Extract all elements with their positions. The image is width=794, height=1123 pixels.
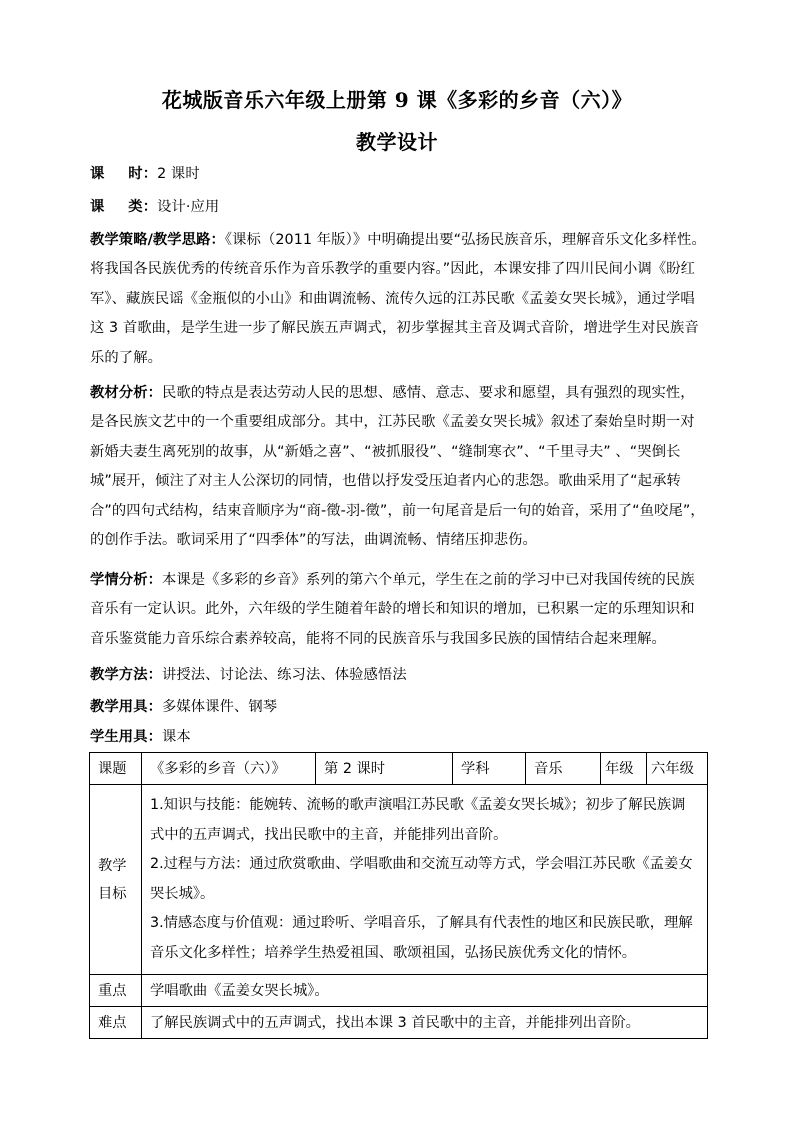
goals-label-line2: 目标 [98,885,127,902]
table-row [90,753,708,785]
table-cell-period: 第 2 课时 [316,753,453,785]
table-row [90,1007,708,1039]
table-cell-difficulty-label: 难点 [90,1007,142,1039]
tools-text: 多媒体课件、钢琴 [161,699,278,715]
goal-process: 2.过程与方法：通过欣赏歌曲、学唱歌曲和交流互动等方式，学会唱江苏民歌《孟姜女哭长城》。 [150,856,693,902]
table-cell-difficulty-text: 了解民族调式中的五声调式，找出本课 3 首民歌中的主音，并能排列出音阶。 [142,1007,708,1039]
strategy-label: 教学策略/教学思路： [90,232,225,248]
document-title: 花城版音乐六年级上册第 9 课《多彩的乡音（六）》 [161,88,633,112]
table-cell-subject-label: 学科 [453,753,526,785]
course-hours-label-a: 课 [90,166,129,182]
students-label: 学情分析： [90,572,162,588]
material-text: 民歌的特点是表达劳动人民的思想、感情、意志、要求和愿望，具有强烈的现实性，是各民族文艺中的一个重要组成部分。其中，江苏民歌《孟姜女哭长城》叙述了秦始皇时期一对新婚夫妻生离死别的故事，从“新婚之喜”、“被抓服役”、“缝制寒衣”、“千里寻夫” 、“哭倒长城”展开，倾注了对主人公深切的同情，也借以抒发受压迫者内心的悲怨。歌曲采用了“起承转合”的四句式结构，结束音顺序为“商-徵-羽-徵”，前一句尾音是后一句的始音，采用了“鱼咬尾”，的创作手法。歌词采用了“四季体”的写法，曲调流畅、情绪压抑悲伤。 [90,385,705,549]
table-cell-key-text: 学唱歌曲《孟姜女哭长城》。 [142,975,708,1007]
table-cell-goals-label [90,785,142,975]
table-cell-goals [142,785,708,975]
course-type-line [90,193,706,222]
table-cell-grade-label: 年级 [601,753,647,785]
course-hours-label-b: 时： [128,166,158,182]
table-cell-topic-label: 课题 [90,753,142,785]
table-row [90,785,708,975]
tools-line [90,693,706,722]
student-tools-text: 课本 [161,729,191,745]
course-hours-line [90,160,706,189]
course-type-label-a: 课 [90,199,129,215]
student-tools-label: 学生用具： [90,729,162,745]
document-subtitle: 教学设计 [356,130,438,154]
students-text: 本课是《多彩的乡音》系列的第六个单元，学生在之前的学习中已对我国传统的民族音乐有一定认识。此外，六年级的学生随着年龄的增长和知识的增加，已积累一定的乐理知识和音乐鉴赏能力音乐综合素养较高，能将不同的民族音乐与我国多民族的国情结合起来理解。 [90,572,695,647]
material-label: 教材分析： [90,385,162,401]
course-hours-value: 2 课时 [157,166,200,182]
goal-emotion: 3.情感态度与价值观：通过聆听、学唱音乐，了解具有代表性的地区和民族民歌，理解音乐文化多样性；培养学生热爱祖国、歌颂祖国，弘扬民族优秀文化的情怀。 [150,915,693,961]
methods-line [90,661,706,690]
student-tools-line [90,723,706,752]
material-paragraph [90,379,706,555]
goals-label-line1: 教学 [98,857,127,874]
strategy-paragraph [90,226,706,373]
table-row [90,975,708,1007]
strategy-text: 《课标（2011 年版）》中明确提出要“弘扬民族音乐，理解音乐文化多样性。将我国各民族优秀的传统音乐作为音乐教学的重要内容。”因此，本课安排了四川民间小调《盼红军》、藏族民谣《金瓶似的小山》和曲调流畅、流传久远的江苏民歌《孟姜女哭长城》，通过学唱这 3 首歌曲，是学生进一步了解民族五声调式，初步掌握其主音及调式音阶，增进学生对民族音乐的了解。 [90,232,706,366]
course-type-label-b: 类： [128,199,158,215]
table-cell-topic-value: 《多彩的乡音（六）》 [142,753,316,785]
methods-text: 讲授法、讨论法、练习法、体验感悟法 [161,667,407,683]
tools-label: 教学用具： [90,699,162,715]
lesson-table [89,752,708,1039]
goal-knowledge: 1.知识与技能：能婉转、流畅的歌声演唱江苏民歌《孟姜女哭长城》；初步了解民族调式中的五声调式，找出民歌中的主音，并能排列出音阶。 [150,797,686,843]
students-paragraph [90,566,706,654]
table-cell-grade-value: 六年级 [647,753,708,785]
methods-label: 教学方法： [90,667,162,683]
course-type-value: 设计·应用 [157,199,220,215]
table-cell-key-label: 重点 [90,975,142,1007]
table-cell-subject-value: 音乐 [526,753,601,785]
